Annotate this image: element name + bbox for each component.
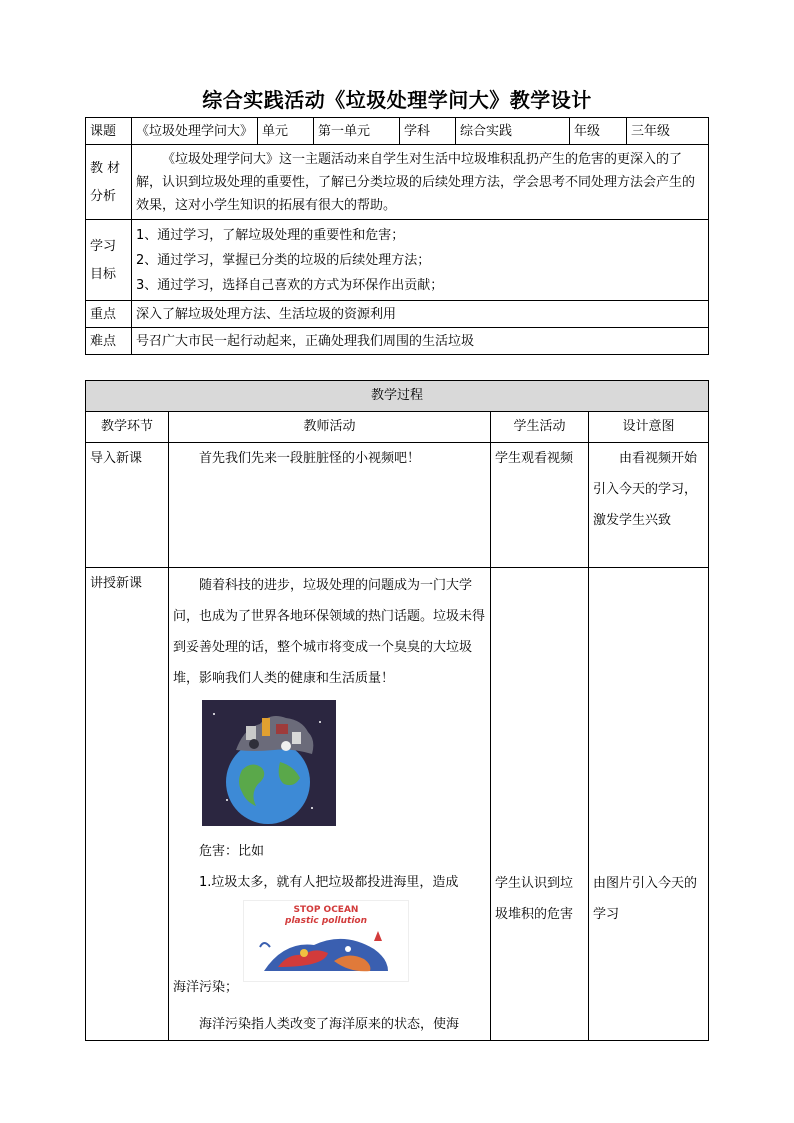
ocean-definition-text: 海洋污染指人类改变了海洋原来的状态，使海 [199, 1017, 460, 1032]
lesson-intent [589, 568, 709, 1041]
teaching-process-table [85, 380, 709, 1041]
key-row [86, 301, 709, 328]
analysis-label-line2: 分析 [90, 188, 117, 204]
subject-value: 综合实践 [456, 118, 570, 145]
ocean-logo-line1: STOP OCEAN [293, 905, 359, 915]
stop-ocean-pollution-image [243, 900, 409, 982]
difficulty-row [86, 328, 709, 355]
unit-value: 第一单元 [314, 118, 400, 145]
column-header-intent: 设计意图 [589, 412, 709, 443]
goal-item: 2、通过学习，掌握已分类的垃圾的后续处理方法； [136, 253, 431, 268]
analysis-label-line1: 教 材 [90, 160, 121, 176]
lesson-intent-text: 由图片引入今天的学习 [593, 876, 698, 922]
harm-item-1: 1.垃圾太多，就有人把垃圾都投进海里，造成 [199, 875, 459, 890]
goal-item: 1、通过学习，了解垃圾处理的重要性和危害； [136, 228, 405, 243]
column-header-teacher: 教师活动 [169, 412, 491, 443]
column-header-stage: 教学环节 [86, 412, 169, 443]
ocean-logo-line2: plastic pollution [285, 916, 367, 926]
difficulty-text: 号召广大市民一起行动起来，正确处理我们周围的生活垃圾 [132, 328, 709, 355]
lesson-intro-text: 随着科技的进步，垃圾处理的问题成为一门大学问，也成为了世界各地环保领域的热门话题。垃圾未得到妥善处理的话，整个城市将变成一个臭臭的大垃圾堆，影响我们人类的健康和生活质量！ [173, 578, 486, 686]
lesson-stage: 讲授新课 [86, 568, 169, 1041]
goals-row [86, 220, 709, 301]
column-header-row [86, 412, 709, 443]
ocean-pollution-text: 海洋污染； [173, 980, 239, 995]
earth-garbage-illustration [202, 700, 336, 826]
analysis-text: 《垃圾处理学问大》这一主题活动来自学生对生活中垃圾堆积乱扔产生的危害的更深入的了解，认识到垃圾处理的重要性，了解已分类垃圾的后续处理方法，学会思考不同处理方法会产生的效果，这对小学生知识的拓展有很大的帮助。 [132, 145, 709, 220]
intro-teacher: 首先我们先来一段脏脏怪的小视频吧！ [169, 443, 491, 568]
analysis-label [86, 145, 132, 220]
lesson-student [491, 568, 589, 1041]
goals-label-line2: 目标 [90, 266, 117, 282]
document-title: 综合实践活动《垃圾处理学问大》教学设计 [202, 88, 592, 112]
grade-label: 年级 [570, 118, 627, 145]
column-header-student: 学生活动 [491, 412, 589, 443]
intro-stage: 导入新课 [86, 443, 169, 568]
topic-row [86, 118, 709, 145]
lesson-info-table [85, 117, 709, 355]
intro-student: 学生观看视频 [491, 443, 589, 568]
topic-label: 课题 [86, 118, 132, 145]
topic-value: 《垃圾处理学问大》 [132, 118, 258, 145]
goal-item: 3、通过学习，选择自己喜欢的方式为环保作出贡献； [136, 278, 444, 293]
ocean-pollution-illustration [244, 901, 408, 981]
process-header-row [86, 381, 709, 412]
intro-intent: 由看视频开始引入今天的学习，激发学生兴致 [589, 443, 709, 568]
goals-list [132, 220, 709, 301]
grade-value: 三年级 [627, 118, 709, 145]
intro-row [86, 443, 709, 568]
goals-label [86, 220, 132, 301]
goals-label-line1: 学习 [90, 238, 117, 254]
analysis-row [86, 145, 709, 220]
subject-label: 学科 [400, 118, 456, 145]
lesson-student-text: 学生认识到垃圾堆积的危害 [495, 876, 574, 922]
unit-label: 单元 [258, 118, 314, 145]
key-text: 深入了解垃圾处理方法、生活垃圾的资源利用 [132, 301, 709, 328]
difficulty-label: 难点 [86, 328, 132, 355]
lesson-teacher [169, 568, 491, 1041]
process-header: 教学过程 [86, 381, 709, 412]
earth-garbage-image [202, 700, 336, 826]
key-label: 重点 [86, 301, 132, 328]
harm-label: 危害：比如 [199, 844, 265, 859]
lesson-row [86, 568, 709, 1041]
